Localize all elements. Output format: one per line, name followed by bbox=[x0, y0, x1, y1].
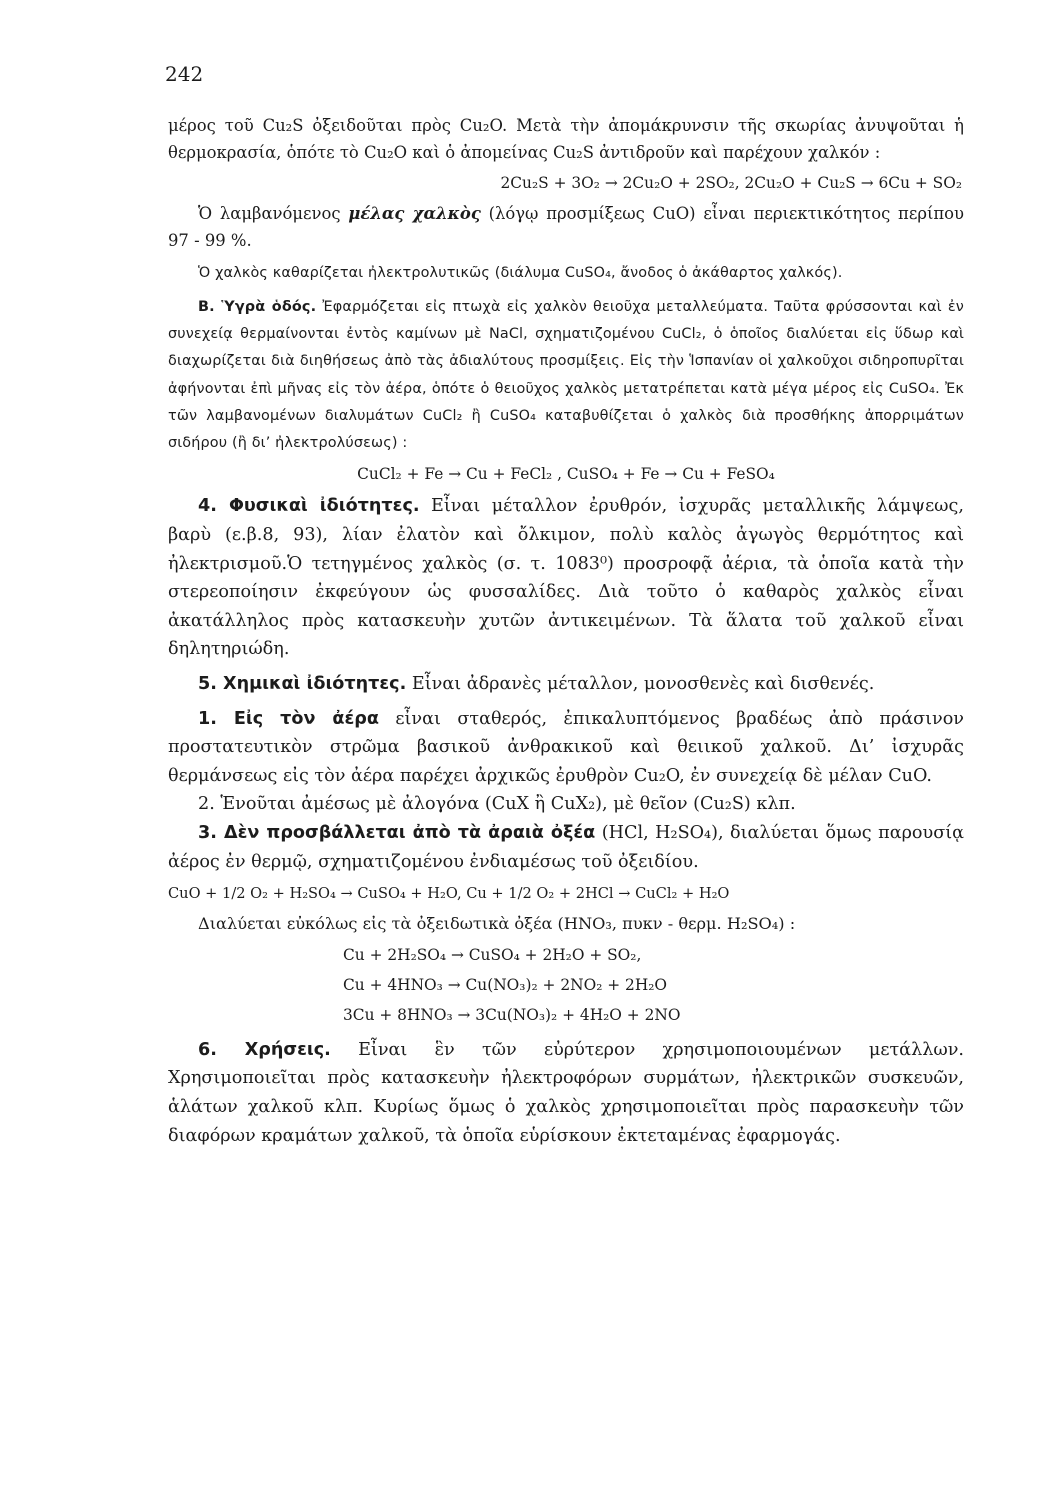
page-number: 242 bbox=[165, 62, 204, 86]
black-copper-text-b: (λόγῳ προσμίξεως CuO) εἶναι περιεκτικότητος περίπου 97 - 99 %. bbox=[168, 204, 964, 250]
black-copper-paragraph bbox=[168, 201, 964, 254]
section-5-text: Εἶναι ἀδρανὲς μέταλλον, μονοσθενὲς καὶ δισθενές. bbox=[406, 674, 875, 695]
point-1-text: εἶναι σταθερός, ἐπικαλυπτόμενος βραδέως ἀπὸ πράσινον προστατευτικὸν στρῶμα βασικοῦ ἀνθρακικοῦ καὶ θειικοῦ χαλκοῦ. Δι’ ἰσχυρᾶς θερμάνσεως εἰς τὸν ἀέρα παρέχει ἀρχικῶς ἐρυθρὸν Cu₂O, ἐν συνεχείᾳ δὲ μέλαν CuO. bbox=[168, 708, 964, 786]
equation-nitric-dilute: 3Cu + 8HNO₃ → 3Cu(NO₃)₂ + 4H₂O + 2NO bbox=[343, 1005, 681, 1024]
section-6-heading: 6. Χρήσεις. bbox=[198, 1039, 331, 1060]
black-copper-term: μέλας χαλκὸς bbox=[348, 204, 481, 224]
point-2-paragraph: 2. Ἑνοῦται ἀμέσως μὲ ἀλογόνα (CuX ἢ CuX₂), μὲ θεῖον (Cu₂S) κλπ. bbox=[198, 794, 796, 815]
equation-smelting: 2Cu₂S + 3O₂ → 2Cu₂O + 2SO₂, 2Cu₂O + Cu₂S → 6Cu + SO₂ bbox=[500, 174, 962, 193]
refining-paragraph: Ὁ χαλκὸς καθαρίζεται ἠλεκτρολυτικῶς (διάλυμα CuSO₄, ἄνοδος ὁ ἀκάθαρτος χαλκός). bbox=[198, 265, 843, 282]
equation-iron: CuCl₂ + Fe → Cu + FeCl₂ , CuSO₄ + Fe → Cu + FeSO₄ bbox=[357, 465, 775, 484]
black-copper-text-a: Ὁ λαμβανόμενος bbox=[198, 204, 349, 224]
section-6-text: Εἶναι ἓν τῶν εὐρύτερον χρησιμοποιουμένων μετάλλων. Χρησιμοποιεῖται πρὸς κατασκευὴν ἠλεκτροφόρων συρμάτων, ἠλεκτρικῶν συσκευῶν, ἁλάτων χαλκοῦ κλπ. Κυρίως ὅμως ὁ χαλκὸς χρησιμοποιεῖται πρὸς παρασκευὴν τῶν διαφόρων κραμάτων χαλκοῦ, τὰ ὁποῖα εὑρίσκουν ἐκτεταμένας ἐφαρμογάς. bbox=[168, 1039, 965, 1146]
oxidizing-acids-line: Διαλύεται εὐκόλως εἰς τὰ ὀξειδωτικὰ ὀξέα (HNO₃, πυκν - θερμ. H₂SO₄) : bbox=[198, 914, 796, 934]
section-6-paragraph bbox=[168, 1036, 964, 1150]
section-5-heading: 5. Χημικαὶ ἰδιότητες. bbox=[198, 674, 407, 695]
point-3-text: (HCl, H₂SO₄), διαλύεται ὅμως παρουσίᾳ ἀέρος ἐν θερμῷ, σχηματιζομένου ἐνδιαμέσως τοῦ ὀξειδίου. bbox=[168, 822, 965, 872]
point-1-label: 1. Εἰς τὸν ἀέρα bbox=[198, 708, 379, 729]
equation-nitric-conc: Cu + 4HNO₃ → Cu(NO₃)₂ + 2NO₂ + 2H₂O bbox=[343, 975, 668, 994]
wet-process-heading: Β. Ὑγρὰ ὁδός. bbox=[198, 298, 317, 315]
equation-sulfuric: Cu + 2H₂SO₄ → CuSO₄ + 2H₂O + SO₂, bbox=[343, 945, 642, 964]
wet-process-text: Ἐφαρμόζεται εἰς πτωχὰ εἰς χαλκὸν θειοῦχα μεταλλεύματα. Ταῦτα φρύσσονται καὶ ἐν συνεχείᾳ θερμαίνονται ἐντὸς καμίνων μὲ NaCl, σχηματιζομένου CuCl₂, ὁ ὁποῖος διαλύεται εἰς ὕδωρ καὶ διαχωρίζεται διὰ διηθήσεως ἀπὸ τὰς ἀδιαλύτους προσμίξεις. Εἰς τὴν Ἱσπανίαν οἱ χαλκοῦχοι σιδηροπυρῖται ἀφήνονται ἐπὶ μῆνας εἰς τὸν ἀέρα, ὁπότε ὁ θειοῦχος χαλκὸς μετατρέπεται κατὰ μέγα μέρος εἰς CuSO₄. Ἐκ τῶν λαμβανομένων διαλυμάτων CuCl₂ ἢ CuSO₄ καταβυθίζεται ὁ χαλκὸς διὰ προσθήκης ἀπορριμάτων σιδήρου (ἢ δι’ ἠλεκτρολύσεως) : bbox=[168, 298, 964, 452]
point-1-paragraph bbox=[168, 705, 964, 791]
section-4-heading: 4. Φυσικαὶ ἰδιότητες. bbox=[198, 496, 420, 517]
section-4-text: Εἶναι μέταλλον ἐρυθρόν, ἰσχυρᾶς μεταλλικῆς λάμψεως, βαρὺ (ε.β.8, 93), λίαν ἐλατὸν καὶ ὄλκιμον, πολὺ καλὸς ἀγωγὸς θερμότητος καὶ ἠλεκτρισμοῦ.Ὁ τετηγμένος χαλκὸς (σ. τ. 1083⁰) προσροφᾷ ἀέρια, τὰ ὁποῖα κατὰ τὴν στερεοποίησιν ἐκφεύγουν ὡς φυσσαλίδες. Διὰ τοῦτο ὁ καθαρὸς χαλκὸς εἶναι ἀκατάλληλος πρὸς κατασκευὴν χυτῶν ἀντικειμένων. Τὰ ἅλατα τοῦ χαλκοῦ εἶναι δηλητηριώδη. bbox=[168, 496, 964, 660]
intro-paragraph: μέρος τοῦ Cu₂S ὀξειδοῦται πρὸς Cu₂O. Μετὰ τὴν ἀπομάκρυνσιν τῆς σκωρίας ἀνυψοῦται ἡ θερμοκρασία, ὁπότε τὸ Cu₂O καὶ ὁ ἀπομείνας Cu₂S ἀντιδροῦν καὶ παρέχουν χαλκόν : bbox=[168, 116, 964, 162]
acid-equations bbox=[168, 940, 964, 1030]
wet-process-paragraph bbox=[168, 294, 964, 458]
page-body bbox=[168, 113, 964, 1150]
section-5-paragraph bbox=[168, 670, 964, 699]
equation-oxide: CuO + 1/2 O₂ + H₂SO₄ → CuSO₄ + H₂O, Cu + 1/2 O₂ + 2HCl → CuCl₂ + H₂O bbox=[168, 885, 730, 903]
point-3-paragraph bbox=[168, 819, 964, 876]
section-4-paragraph bbox=[168, 492, 964, 664]
point-3-label: 3. Δὲν προσβάλλεται ἀπὸ τὰ ἀραιὰ ὀξέα bbox=[198, 822, 596, 843]
